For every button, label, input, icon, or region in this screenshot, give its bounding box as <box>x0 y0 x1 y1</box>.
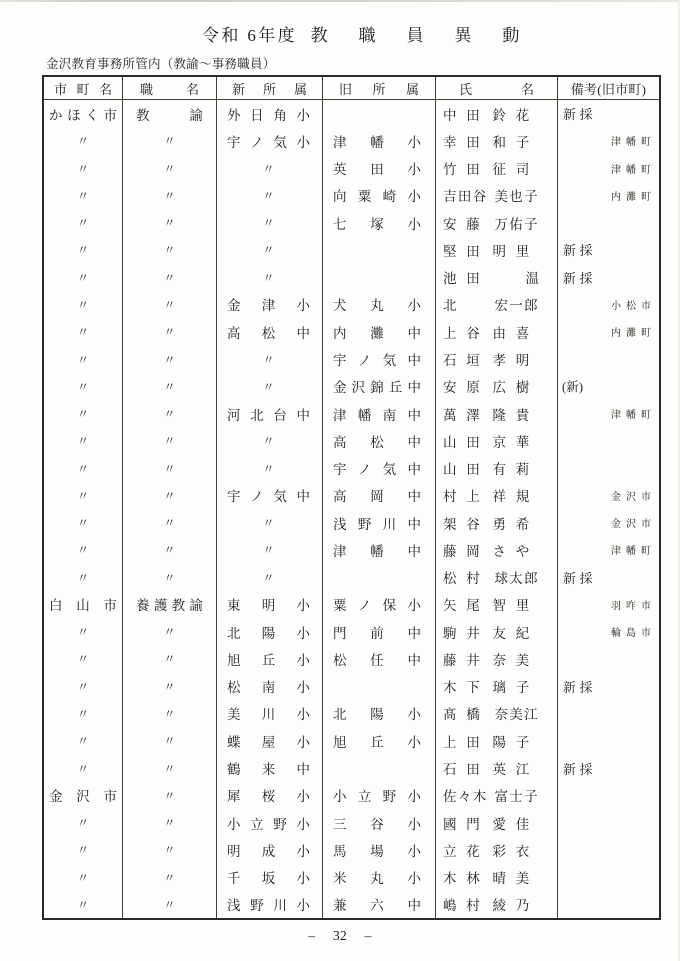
page-title-main: 教職員異動 <box>310 26 551 45</box>
cell-remarks: 新採 <box>563 108 597 123</box>
cell-job-title: 〃 <box>123 209 217 236</box>
cell-new-school: 〃 <box>217 454 323 481</box>
name-given: 征司 <box>492 162 539 178</box>
cell-name <box>436 536 558 563</box>
name-given: 万佑子 <box>494 216 539 232</box>
cell-new-school: 〃 <box>217 373 323 400</box>
name-given: 鈴花 <box>492 107 539 123</box>
name-given: 英江 <box>492 762 539 778</box>
cell-city: 〃 <box>44 645 123 672</box>
cell-job-title: 〃 <box>123 754 217 781</box>
name-surname: 立花 <box>443 843 490 859</box>
name-given: 富士子 <box>494 789 539 805</box>
cell-city: 金 沢 市 <box>44 782 123 809</box>
name-surname: 石田 <box>443 762 490 778</box>
cell-remarks <box>558 782 659 809</box>
cell-job-title: 〃 <box>123 236 217 263</box>
name-given: 祥規 <box>492 489 539 505</box>
cell-city: 〃 <box>44 209 123 236</box>
cell-old-school: 金 沢 錦 丘 中 <box>323 373 436 400</box>
cell-new-school: 〃 <box>217 509 323 536</box>
cell-old-school: 宇 ノ 気 中 <box>323 345 436 372</box>
cell-city: か ほ く 市 <box>44 100 123 127</box>
cell-city: 〃 <box>44 509 123 536</box>
name-given: 愛佳 <box>492 816 539 832</box>
cell-job-title: 〃 <box>123 673 217 700</box>
cell-city: 〃 <box>44 318 123 345</box>
cell-remarks <box>558 836 659 863</box>
name-given: 勇希 <box>492 516 539 532</box>
name-given: 孝明 <box>492 353 539 369</box>
cell-job-title: 〃 <box>123 182 217 209</box>
cell-remarks: 新採 <box>563 271 597 286</box>
cell-old-school: 津 幡 中 <box>323 536 436 563</box>
cell-job-title: 養 護 教 諭 <box>123 591 217 618</box>
name-given: 由喜 <box>492 325 539 341</box>
name-surname: 嶋村 <box>443 898 490 914</box>
cell-new-school: 松 南 小 <box>217 673 323 700</box>
name-given: 和子 <box>492 134 539 150</box>
cell-old-school <box>323 564 436 591</box>
name-surname: 上谷 <box>443 325 490 341</box>
cell-new-school: 〃 <box>217 427 323 454</box>
name-surname: 安原 <box>443 380 490 396</box>
cell-city: 〃 <box>44 673 123 700</box>
cell-new-school: 明 成 小 <box>217 836 323 863</box>
cell-name <box>436 836 558 863</box>
cell-old-school: 高 岡 中 <box>323 482 436 509</box>
cell-name <box>436 127 558 154</box>
cell-remarks <box>558 427 659 454</box>
name-surname: 北 <box>443 298 457 314</box>
cell-name <box>436 754 558 781</box>
cell-name <box>436 318 558 345</box>
cell-old-school: 三 谷 小 <box>323 809 436 836</box>
page-title-year: 令和 6年度 <box>202 26 298 45</box>
cell-job-title: 〃 <box>123 782 217 809</box>
cell-city: 〃 <box>44 836 123 863</box>
page-subtitle: 金沢教育事務所管内（教諭～事務職員） <box>46 57 276 71</box>
cell-new-school: 美 川 小 <box>217 700 323 727</box>
cell-new-school: 外 日 角 小 <box>217 100 323 127</box>
cell-city: 〃 <box>44 155 123 182</box>
footer-page-number: 32 <box>332 928 348 943</box>
name-surname: 國門 <box>443 816 490 832</box>
cell-remarks <box>558 863 659 890</box>
cell-old-school: 米 丸 小 <box>323 863 436 890</box>
name-given: さや <box>492 543 539 559</box>
cell-remarks <box>558 891 659 918</box>
name-given: 陽子 <box>492 734 539 750</box>
cell-city: 〃 <box>44 727 123 754</box>
cell-name <box>436 373 558 400</box>
cell-city: 〃 <box>44 482 123 509</box>
cell-new-school: 蝶 屋 小 <box>217 727 323 754</box>
cell-old-school <box>323 264 436 291</box>
cell-old-school: 英 田 小 <box>323 155 436 182</box>
cell-remarks <box>558 727 659 754</box>
header-old-affiliation: 旧 所 属 <box>323 77 436 100</box>
name-surname: 松村 <box>443 571 490 587</box>
name-surname: 駒井 <box>443 625 490 641</box>
cell-old-school: 小 立 野 小 <box>323 782 436 809</box>
name-given: 宏一郎 <box>494 298 539 314</box>
name-surname: 池田 <box>443 271 490 287</box>
cell-old-school: 旭 丘 小 <box>323 727 436 754</box>
cell-new-school: 宇 ノ 気 小 <box>217 127 323 154</box>
cell-city: 〃 <box>44 618 123 645</box>
name-given: 有莉 <box>492 462 539 478</box>
cell-city: 〃 <box>44 754 123 781</box>
cell-old-school: 松 任 中 <box>323 645 436 672</box>
cell-job-title: 〃 <box>123 618 217 645</box>
cell-new-school: 金 津 小 <box>217 291 323 318</box>
cell-old-school <box>323 236 436 263</box>
cell-remarks: 津幡町 <box>611 546 656 558</box>
cell-job-title: 〃 <box>123 891 217 918</box>
cell-new-school: 高 松 中 <box>217 318 323 345</box>
cell-remarks: 津幡町 <box>611 137 656 149</box>
cell-name <box>436 100 558 127</box>
cell-remarks: 内灘町 <box>611 328 656 340</box>
cell-remarks: 新採 <box>563 244 597 259</box>
cell-city: 〃 <box>44 891 123 918</box>
header-name: 氏 名 <box>436 77 558 100</box>
name-surname: 幸田 <box>443 134 490 150</box>
cell-remarks: 津幡町 <box>611 164 656 176</box>
name-given: 美也子 <box>494 189 539 205</box>
cell-new-school: 浅 野 川 小 <box>217 891 323 918</box>
cell-new-school: 〃 <box>217 264 323 291</box>
cell-name <box>436 645 558 672</box>
cell-job-title: 〃 <box>123 863 217 890</box>
cell-new-school: 河 北 台 中 <box>217 400 323 427</box>
cell-name <box>436 618 558 645</box>
cell-remarks: 金沢市 <box>611 519 656 531</box>
cell-name <box>436 591 558 618</box>
personnel-table <box>42 75 661 920</box>
footer-dash-right: – <box>364 928 372 943</box>
header-job-title: 職 名 <box>123 77 217 100</box>
name-given: 智里 <box>492 598 539 614</box>
name-given: 温 <box>525 271 539 287</box>
cell-new-school: 〃 <box>217 209 323 236</box>
cell-old-school: 兼 六 中 <box>323 891 436 918</box>
cell-job-title: 〃 <box>123 427 217 454</box>
name-surname: 木下 <box>443 680 490 696</box>
cell-name <box>436 509 558 536</box>
cell-city: 〃 <box>44 700 123 727</box>
cell-old-school: 北 陽 小 <box>323 700 436 727</box>
cell-job-title: 〃 <box>123 400 217 427</box>
cell-job-title: 〃 <box>123 264 217 291</box>
cell-remarks: 津幡町 <box>611 410 656 422</box>
name-surname: 藤岡 <box>443 543 490 559</box>
cell-new-school: 〃 <box>217 182 323 209</box>
cell-new-school: 千 坂 小 <box>217 863 323 890</box>
cell-city: 〃 <box>44 454 123 481</box>
cell-old-school: 犬 丸 小 <box>323 291 436 318</box>
name-given: 京華 <box>492 434 539 450</box>
cell-old-school <box>323 754 436 781</box>
cell-remarks: 金沢市 <box>611 491 656 503</box>
name-surname: 堅田 <box>443 243 490 259</box>
name-given: 明里 <box>492 243 539 259</box>
cell-city: 〃 <box>44 345 123 372</box>
name-surname: 竹田 <box>443 162 490 178</box>
cell-city: 〃 <box>44 236 123 263</box>
cell-job-title: 〃 <box>123 700 217 727</box>
name-surname: 架谷 <box>443 516 490 532</box>
cell-name <box>436 345 558 372</box>
cell-job-title: 〃 <box>123 127 217 154</box>
cell-new-school: 鶴 来 中 <box>217 754 323 781</box>
cell-name <box>436 427 558 454</box>
cell-remarks <box>558 645 659 672</box>
cell-new-school: 旭 丘 小 <box>217 645 323 672</box>
cell-job-title: 〃 <box>123 645 217 672</box>
cell-remarks <box>558 345 659 372</box>
cell-job-title: 〃 <box>123 318 217 345</box>
cell-new-school: 〃 <box>217 155 323 182</box>
cell-name <box>436 209 558 236</box>
cell-remarks: 新採 <box>563 571 597 586</box>
name-given: 広樹 <box>492 380 539 396</box>
cell-city: 〃 <box>44 264 123 291</box>
cell-old-school: 向 粟 崎 小 <box>323 182 436 209</box>
name-surname: 矢尾 <box>443 598 490 614</box>
name-given: 奈美江 <box>494 707 539 723</box>
header-remarks: 備考(旧市町) <box>558 77 659 100</box>
cell-new-school: 北 陽 小 <box>217 618 323 645</box>
cell-job-title: 〃 <box>123 564 217 591</box>
name-given: 友紀 <box>492 625 539 641</box>
header-city: 市 町 名 <box>44 77 123 100</box>
cell-city: 〃 <box>44 427 123 454</box>
cell-remarks: (新) <box>562 380 584 395</box>
name-given: 彩衣 <box>492 843 539 859</box>
name-surname: 佐々木 <box>443 789 488 805</box>
name-surname: 村上 <box>443 489 490 505</box>
cell-job-title: 〃 <box>123 454 217 481</box>
cell-name <box>436 291 558 318</box>
cell-name <box>436 727 558 754</box>
cell-name <box>436 400 558 427</box>
cell-city: 〃 <box>44 863 123 890</box>
name-given: 奈美 <box>492 652 539 668</box>
cell-city: 白 山 市 <box>44 591 123 618</box>
cell-old-school: 浅 野 川 中 <box>323 509 436 536</box>
name-given: 璃子 <box>492 680 539 696</box>
name-surname: 中田 <box>443 107 490 123</box>
cell-old-school: 宇 ノ 気 中 <box>323 454 436 481</box>
cell-job-title: 〃 <box>123 345 217 372</box>
cell-name <box>436 863 558 890</box>
cell-old-school: 高 松 中 <box>323 427 436 454</box>
name-surname: 上田 <box>443 734 490 750</box>
cell-old-school: 門 前 中 <box>323 618 436 645</box>
name-given: 晴美 <box>492 871 539 887</box>
cell-job-title: 〃 <box>123 373 217 400</box>
cell-city: 〃 <box>44 291 123 318</box>
cell-old-school: 津 幡 南 中 <box>323 400 436 427</box>
cell-old-school: 内 灘 中 <box>323 318 436 345</box>
cell-new-school: 〃 <box>217 345 323 372</box>
cell-job-title: 〃 <box>123 727 217 754</box>
name-surname: 藤井 <box>443 652 490 668</box>
name-surname: 髙橋 <box>443 707 490 723</box>
scan-artifact-top <box>0 0 680 2</box>
cell-name <box>436 782 558 809</box>
cell-name <box>436 155 558 182</box>
cell-old-school: 津 幡 小 <box>323 127 436 154</box>
cell-city: 〃 <box>44 127 123 154</box>
cell-job-title: 教 諭 <box>123 100 217 127</box>
name-surname: 安藤 <box>443 216 490 232</box>
cell-city: 〃 <box>44 564 123 591</box>
cell-name <box>436 564 558 591</box>
cell-name <box>436 809 558 836</box>
cell-city: 〃 <box>44 400 123 427</box>
name-surname: 山田 <box>443 434 490 450</box>
cell-city: 〃 <box>44 536 123 563</box>
cell-job-title: 〃 <box>123 836 217 863</box>
cell-job-title: 〃 <box>123 536 217 563</box>
name-given: 球太郎 <box>494 571 539 587</box>
name-given: 隆貴 <box>492 407 539 423</box>
cell-remarks: 内灘町 <box>611 191 656 203</box>
cell-name <box>436 236 558 263</box>
cell-old-school: 馬 場 小 <box>323 836 436 863</box>
name-surname: 木林 <box>443 871 490 887</box>
cell-name <box>436 264 558 291</box>
cell-remarks <box>558 700 659 727</box>
cell-new-school: 〃 <box>217 564 323 591</box>
cell-job-title: 〃 <box>123 482 217 509</box>
cell-new-school: 東 明 小 <box>217 591 323 618</box>
cell-job-title: 〃 <box>123 509 217 536</box>
cell-job-title: 〃 <box>123 291 217 318</box>
cell-new-school: 〃 <box>217 236 323 263</box>
cell-remarks <box>558 809 659 836</box>
cell-old-school: 七 塚 小 <box>323 209 436 236</box>
cell-name <box>436 891 558 918</box>
cell-old-school <box>323 673 436 700</box>
cell-name <box>436 673 558 700</box>
cell-new-school: 〃 <box>217 536 323 563</box>
cell-remarks: 輪島市 <box>611 628 656 640</box>
cell-old-school: 粟 ノ 保 小 <box>323 591 436 618</box>
footer-dash-left: – <box>308 928 316 943</box>
cell-name <box>436 482 558 509</box>
name-surname: 萬澤 <box>443 407 490 423</box>
name-given: 綾乃 <box>492 898 539 914</box>
cell-name <box>436 700 558 727</box>
cell-city: 〃 <box>44 809 123 836</box>
cell-city: 〃 <box>44 182 123 209</box>
cell-new-school: 宇 ノ 気 中 <box>217 482 323 509</box>
cell-job-title: 〃 <box>123 155 217 182</box>
cell-remarks <box>558 209 659 236</box>
name-surname: 石垣 <box>443 353 490 369</box>
cell-remarks: 小松市 <box>611 300 656 312</box>
cell-remarks: 羽咋市 <box>611 600 656 612</box>
cell-remarks: 新採 <box>563 762 597 777</box>
cell-job-title: 〃 <box>123 809 217 836</box>
cell-old-school <box>323 100 436 127</box>
header-new-affiliation: 新 所 属 <box>217 77 323 100</box>
page-footer <box>0 928 680 944</box>
cell-remarks: 新採 <box>563 680 597 695</box>
cell-new-school: 小 立 野 小 <box>217 809 323 836</box>
cell-remarks <box>558 454 659 481</box>
cell-name <box>436 182 558 209</box>
page-title <box>202 21 550 46</box>
cell-new-school: 犀 桜 小 <box>217 782 323 809</box>
name-surname: 山田 <box>443 462 490 478</box>
cell-city: 〃 <box>44 373 123 400</box>
name-surname: 吉田谷 <box>443 189 488 205</box>
cell-name <box>436 454 558 481</box>
